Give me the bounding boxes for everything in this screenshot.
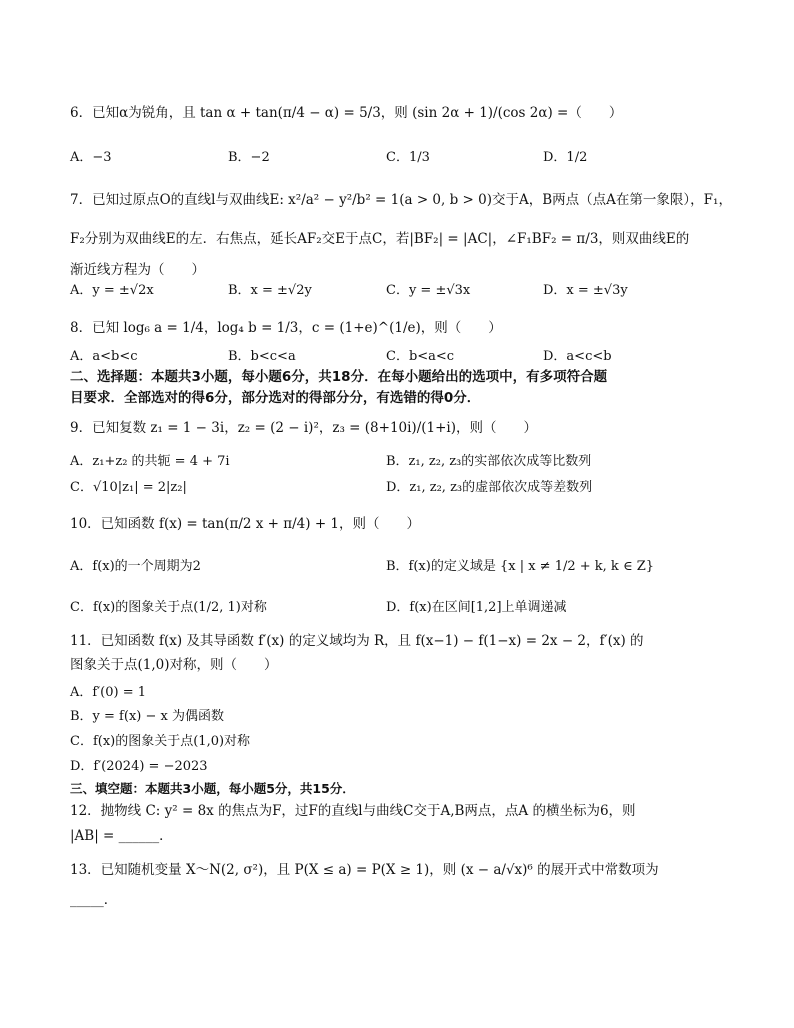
question-7-stem-line-2: F₂分别为双曲线E的左．右焦点，延长AF₂交E于点C，若|BF₂| = |AC|，∠F₁BF₂ = π/3，则双曲线E的 (70, 231, 690, 247)
question-11-option-d: D．f′(2024) = −2023 (70, 759, 208, 774)
question-7-option-a: A．y = ±√2x (70, 283, 154, 298)
question-7-stem-line-3: 渐近线方程为（ ） (70, 262, 205, 278)
question-12-stem-line-1: 12．抛物线 C: y² = 8x 的焦点为F，过F的直线l与曲线C交于A,B两点，点A 的横坐标为6，则 (70, 803, 636, 819)
question-9-option-c: C．√10|z₁| = 2|z₂| (70, 480, 187, 495)
question-7-option-d: D．x = ±√3y (543, 283, 628, 298)
question-6-option-a: A．−3 (70, 150, 112, 165)
section-2-heading-line-2: 目要求．全部选对的得6分，部分选对的得部分分，有选错的得0分． (70, 390, 481, 406)
question-11-stem-line-1: 11．已知函数 f(x) 及其导函数 f′(x) 的定义域均为 R，且 f(x−1) − f(1−x) = 2x − 2，f′(x) 的 (70, 633, 644, 649)
question-8-option-b: B．b<c<a (228, 349, 296, 364)
question-9-option-b: B．z₁, z₂, z₃的实部依次成等比数列 (386, 454, 592, 469)
question-6-option-d: D．1/2 (543, 150, 588, 165)
question-13-stem-line-2: _____． (70, 892, 118, 908)
question-6-stem: 6．已知α为锐角，且 tan α + tan(π/4 − α) = 5/3，则 (sin 2α + 1)/(cos 2α) =（ ） (70, 105, 623, 121)
question-7-option-b: B．x = ±√2y (228, 283, 312, 298)
question-6-option-c: C．1/3 (386, 150, 430, 165)
question-8-option-a: A．a<b<c (70, 349, 138, 364)
question-11-option-a: A．f′(0) = 1 (70, 685, 146, 700)
question-10-option-b: B．f(x)的定义域是 {x | x ≠ 1/2 + k, k ∈ Z} (386, 559, 654, 574)
question-7-option-c: C．y = ±√3x (386, 283, 471, 298)
question-11-option-c: C．f(x)的图象关于点(1,0)对称 (70, 734, 251, 749)
question-9-option-a: A．z₁+z₂ 的共轭 = 4 + 7i (70, 454, 230, 469)
question-10-stem: 10．已知函数 f(x) = tan(π/2 x + π/4) + 1，则（ ） (70, 516, 421, 532)
section-2-heading-line-1: 二、选择题：本题共3小题，每小题6分，共18分．在每小题给出的选项中，有多项符合题 (70, 369, 608, 385)
question-6-option-b: B．−2 (228, 150, 270, 165)
question-13-stem-line-1: 13．已知随机变量 X～N(2, σ²)，且 P(X ≤ a) = P(X ≥ 1)，则 (x − a/√x)⁶ 的展开式中常数项为 (70, 862, 659, 878)
question-10-option-a: A．f(x)的一个周期为2 (70, 559, 201, 574)
question-8-option-d: D．a<c<b (543, 349, 612, 364)
question-10-option-d: D．f(x)在区间[1,2]上单调递减 (386, 600, 567, 615)
question-12-stem-line-2: |AB| = ______． (70, 828, 173, 844)
question-8-option-c: C．b<a<c (386, 349, 455, 364)
section-3-heading: 三、填空题：本题共3小题，每小题5分，共15分． (70, 781, 355, 796)
question-7-stem-line-1: 7．已知过原点O的直线l与双曲线E: x²/a² − y²/b² = 1(a > 0, b > 0)交于A，B两点（点A在第一象限），F₁， (70, 192, 732, 208)
question-8-stem: 8．已知 log₆ a = 1/4，log₄ b = 1/3，c = (1+e)^(1/e)，则（ ） (70, 320, 502, 336)
question-9-stem: 9．已知复数 z₁ = 1 − 3i，z₂ = (2 − i)²，z₃ = (8+10i)/(1+i)，则（ ） (70, 420, 538, 436)
question-10-option-c: C．f(x)的图象关于点(1/2, 1)对称 (70, 600, 267, 615)
question-11-stem-line-2: 图象关于点(1,0)对称，则（ ） (70, 657, 278, 673)
question-11-option-b: B．y = f(x) − x 为偶函数 (70, 709, 224, 724)
question-9-option-d: D．z₁, z₂, z₃的虚部依次成等差数列 (386, 480, 593, 495)
